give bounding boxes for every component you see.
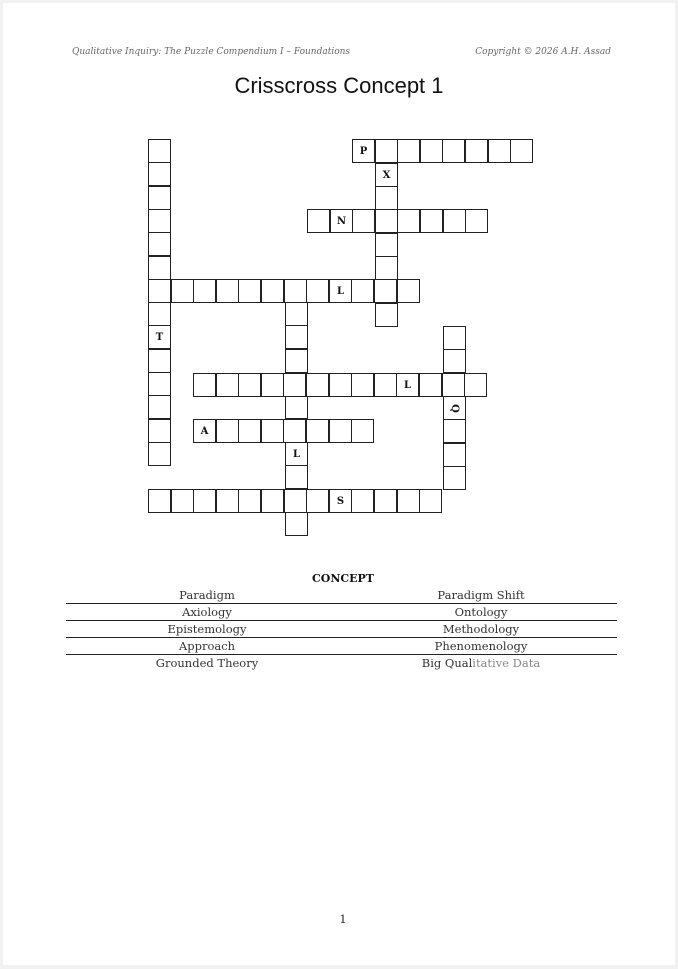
grid-cell[interactable] (261, 279, 284, 303)
grid-cell[interactable] (443, 209, 466, 233)
grid-cell[interactable] (148, 442, 171, 466)
grid-cell[interactable] (329, 279, 352, 303)
running-header-title: Qualitative Inquiry: The Puzzle Compendium I – Foundations (72, 47, 351, 57)
grid-cell[interactable] (329, 419, 352, 443)
grid-cell[interactable] (374, 489, 397, 513)
word-bank-term: Ontology (454, 605, 508, 619)
grid-cell[interactable] (285, 395, 308, 419)
grid-cell[interactable] (148, 302, 171, 326)
grid-cell[interactable] (285, 349, 308, 373)
word-bank-term (381, 656, 581, 670)
grid-cell[interactable] (284, 279, 307, 303)
grid-cell[interactable] (443, 466, 466, 490)
grid-cell[interactable] (307, 209, 330, 233)
grid-cell[interactable] (374, 373, 397, 397)
grid-cell[interactable] (352, 209, 375, 233)
grid-cell[interactable] (285, 512, 308, 536)
grid-cell[interactable] (375, 256, 398, 280)
grid-cell[interactable] (464, 373, 487, 397)
word-bank-term-faded: itative Data (472, 656, 541, 670)
grid-cell[interactable] (284, 489, 307, 513)
grid-cell[interactable] (148, 395, 171, 419)
grid-cell[interactable] (352, 139, 375, 163)
grid-cell[interactable] (374, 279, 397, 303)
grid-cell[interactable] (148, 256, 171, 280)
grid-cell[interactable] (443, 419, 466, 443)
word-bank-rule (66, 620, 617, 621)
word-bank-term: Phenomenology (434, 639, 528, 653)
grid-cell[interactable] (193, 419, 216, 443)
grid-cell[interactable] (397, 139, 420, 163)
grid-cell[interactable] (148, 162, 171, 186)
grid-cell[interactable] (306, 419, 329, 443)
grid-cell[interactable] (148, 372, 171, 396)
grid-cell[interactable] (375, 186, 398, 210)
grid-letter: X (382, 169, 391, 181)
word-bank-rule (66, 654, 617, 655)
grid-letter: N (336, 215, 347, 227)
grid-cell[interactable] (285, 302, 308, 326)
grid-cell[interactable] (397, 279, 420, 303)
grid-cell[interactable] (375, 163, 398, 187)
word-bank-rule (66, 637, 617, 638)
grid-cell[interactable] (238, 373, 261, 397)
grid-cell[interactable] (443, 349, 466, 373)
grid-cell[interactable] (283, 419, 306, 443)
grid-letter: P (359, 145, 368, 157)
grid-cell[interactable] (306, 373, 329, 397)
grid-cell[interactable] (397, 489, 420, 513)
grid-cell[interactable] (419, 489, 442, 513)
grid-cell[interactable] (238, 419, 261, 443)
word-bank-rule (66, 603, 617, 604)
grid-cell[interactable] (375, 139, 398, 163)
grid-cell[interactable] (351, 373, 374, 397)
grid-cell[interactable] (443, 396, 466, 420)
grid-letter: S (336, 495, 345, 507)
grid-cell[interactable] (397, 209, 420, 233)
grid-cell[interactable] (261, 373, 284, 397)
grid-cell[interactable] (442, 373, 465, 397)
grid-cell[interactable] (510, 139, 533, 163)
grid-cell[interactable] (442, 139, 465, 163)
grid-cell[interactable] (148, 232, 171, 256)
grid-cell[interactable] (419, 373, 442, 397)
grid-cell[interactable] (148, 349, 171, 373)
grid-letter: L (292, 448, 301, 460)
grid-cell[interactable] (443, 443, 466, 467)
grid-letter: L (336, 285, 345, 297)
grid-cell[interactable] (420, 209, 443, 233)
grid-cell[interactable] (261, 419, 284, 443)
word-bank-heading: CONCEPT (312, 572, 374, 585)
grid-cell[interactable] (306, 489, 329, 513)
grid-cell[interactable] (171, 279, 194, 303)
grid-cell[interactable] (285, 325, 308, 349)
grid-letter: Q (449, 403, 460, 413)
grid-cell[interactable] (148, 186, 171, 210)
word-bank-term: Epistemology (167, 622, 247, 636)
running-header-copyright: Copyright © 2026 A.H. Assad (475, 47, 611, 57)
worksheet-page (3, 3, 675, 965)
grid-cell[interactable] (285, 465, 308, 489)
grid-cell[interactable] (375, 209, 398, 233)
grid-cell[interactable] (351, 489, 374, 513)
grid-cell[interactable] (261, 489, 284, 513)
grid-cell[interactable] (375, 233, 398, 257)
grid-cell[interactable] (148, 325, 171, 349)
word-bank-term: Paradigm Shift (437, 588, 525, 602)
grid-cell[interactable] (171, 489, 194, 513)
grid-cell[interactable] (465, 139, 488, 163)
grid-letter: A (200, 425, 209, 437)
grid-cell[interactable] (351, 279, 374, 303)
grid-cell[interactable] (306, 279, 329, 303)
word-bank-term: Methodology (442, 622, 520, 636)
grid-cell[interactable] (148, 419, 171, 443)
grid-cell[interactable] (216, 279, 239, 303)
grid-cell[interactable] (238, 279, 261, 303)
grid-letter: T (155, 331, 164, 343)
word-bank-term: Paradigm (179, 588, 235, 602)
grid-cell[interactable] (396, 373, 419, 397)
grid-cell[interactable] (216, 489, 239, 513)
word-bank-term-dark: Big Qual (421, 656, 473, 670)
grid-cell[interactable] (216, 373, 239, 397)
grid-letter: L (403, 379, 412, 391)
grid-cell[interactable] (193, 373, 216, 397)
grid-cell[interactable] (420, 139, 443, 163)
grid-cell[interactable] (329, 489, 352, 513)
grid-cell[interactable] (216, 419, 239, 443)
grid-cell[interactable] (283, 373, 306, 397)
crossword-grid (3, 3, 675, 965)
grid-cell[interactable] (351, 419, 374, 443)
grid-cell[interactable] (329, 373, 352, 397)
grid-cell[interactable] (465, 209, 488, 233)
grid-cell[interactable] (193, 279, 216, 303)
grid-cell[interactable] (238, 489, 261, 513)
grid-cell[interactable] (488, 139, 511, 163)
grid-cell[interactable] (148, 139, 171, 163)
page-number: 1 (339, 913, 347, 926)
grid-cell[interactable] (193, 489, 216, 513)
grid-cell[interactable] (375, 303, 398, 327)
grid-cell[interactable] (443, 326, 466, 350)
grid-cell[interactable] (148, 209, 171, 233)
grid-cell[interactable] (330, 209, 353, 233)
grid-cell[interactable] (148, 489, 171, 513)
grid-cell[interactable] (148, 279, 171, 303)
word-bank-term: Approach (178, 639, 236, 653)
word-bank-term: Grounded Theory (155, 656, 259, 670)
word-bank-term: Axiology (182, 605, 232, 619)
puzzle-title: Crisscross Concept 1 (234, 73, 444, 98)
grid-cell[interactable] (285, 442, 308, 466)
